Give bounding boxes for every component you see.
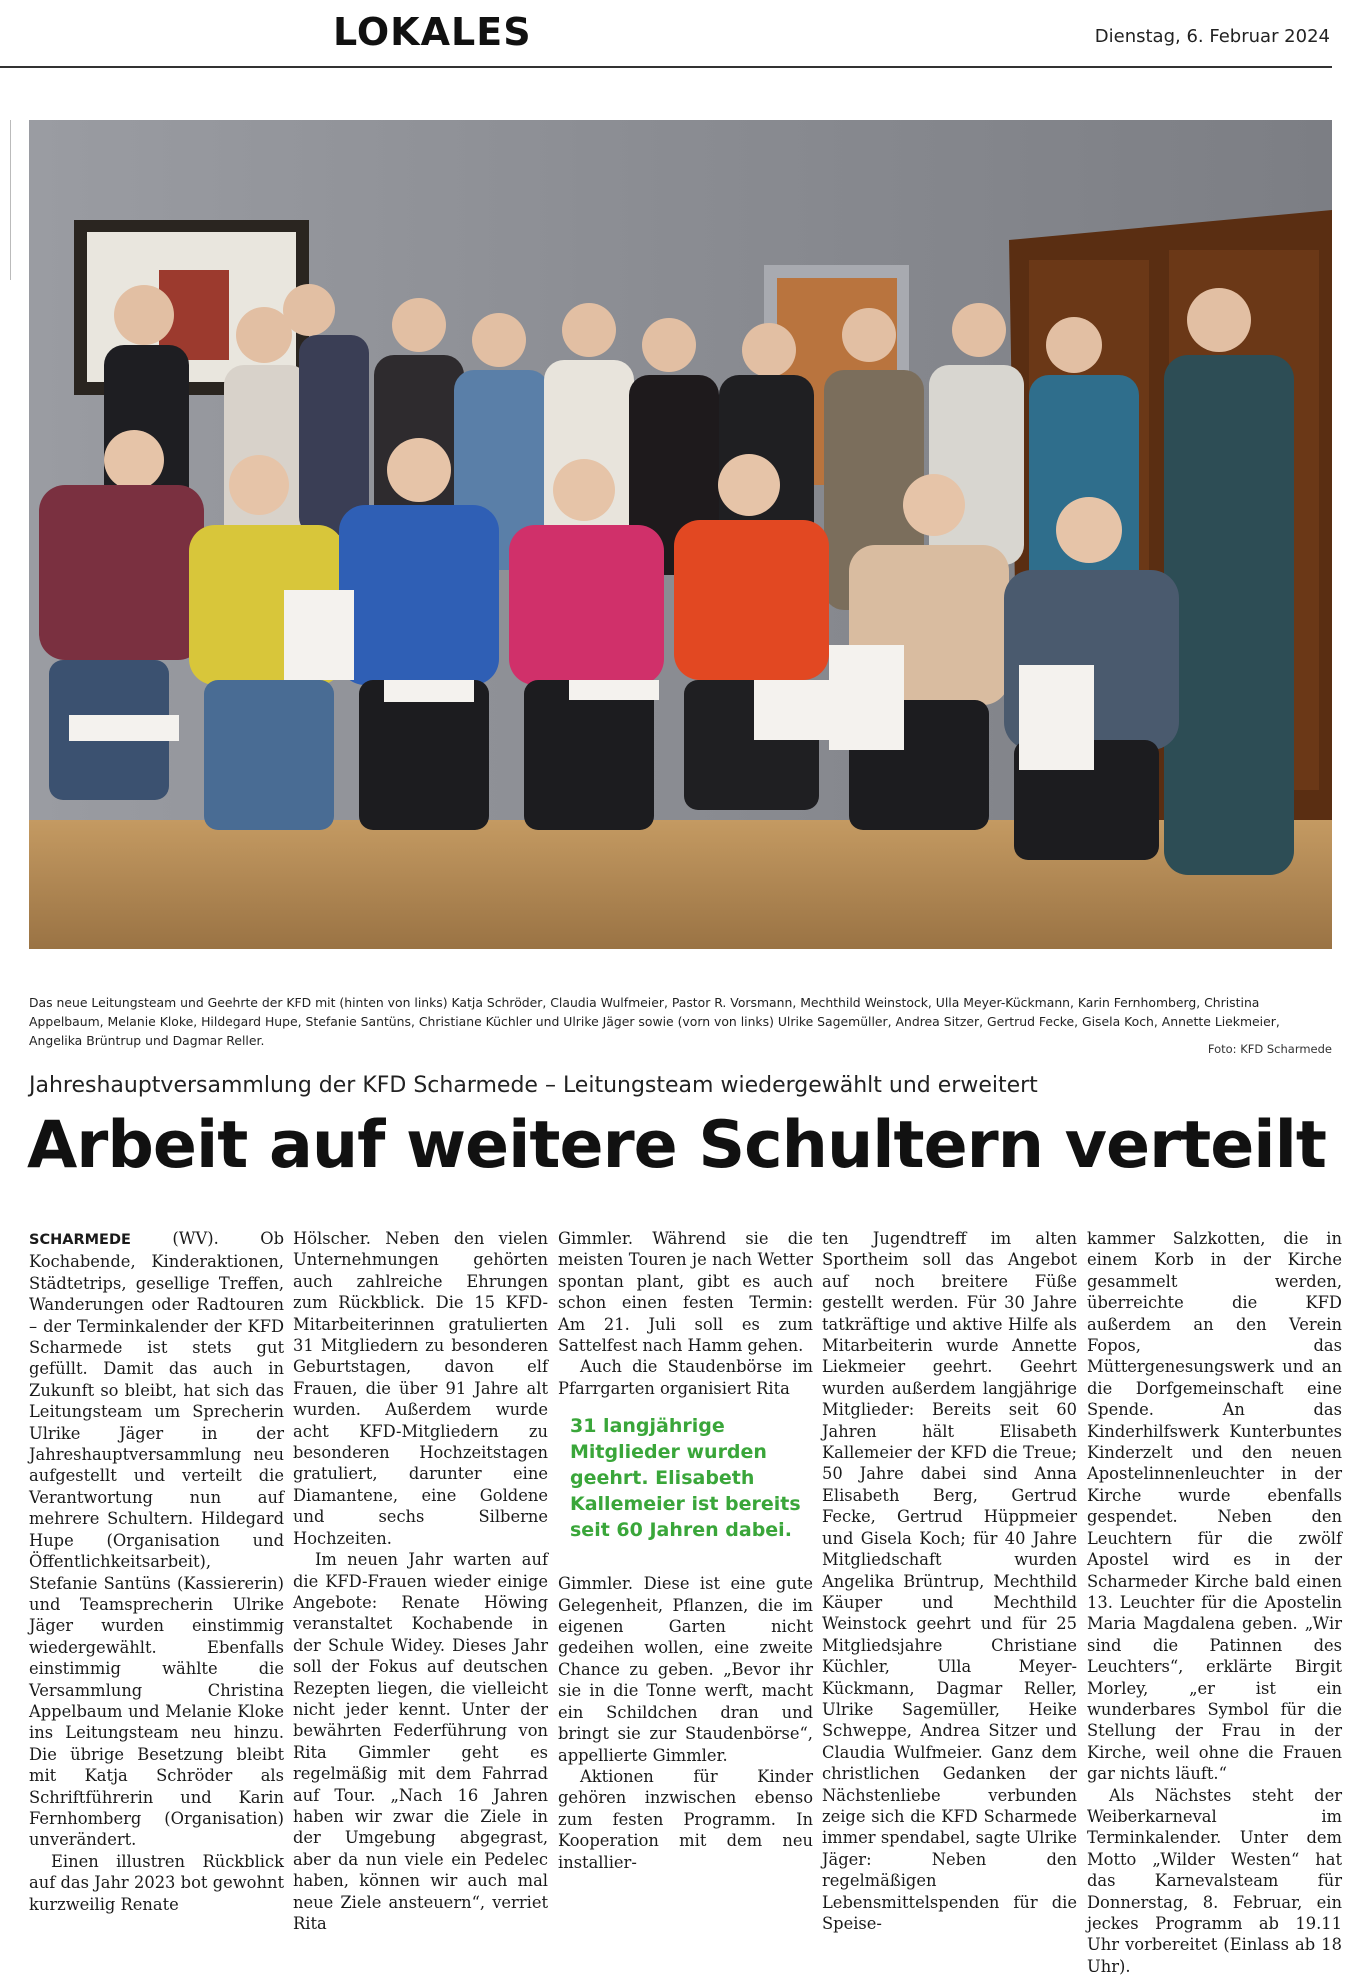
pull-quote: 31 langjährige Mitglieder wurden geehrt. Elisabeth Kallemeier ist bereits seit 60 Jahren dabei. [570, 1415, 801, 1542]
paragraph: Im neuen Jahr warten auf die KFD-Frauen wieder einige Angebote: Renate Höwing veranstaltet Kochabende in der Schule Widey. Dieses Jahr soll der Fokus auf deutschen Rezepten liegen, die vielleicht nicht jeder kennt. Unter der bewährten Federführung von Rita Gimmler geht es regelmäßig mit dem Fahrrad auf Tour. „Nach 16 Jahren haben wir zwar die Ziele in der Umgebung abgegrast, aber da nun viele ein Pedelec haben, können wir auch mal neue Ziele ansteuern“, verriet Rita [293, 1550, 548, 1933]
paragraph: Gimmler. Diese ist eine gute Gelegenheit, Pflanzen, die im eigenen Garten nicht gedeihen wollen, eine zweite Chance zu geben. „Bevor ihr sie in die Tonne werft, macht ein Schildchen dran und bringt sie zur Staudenbörse“, appellierte Gimmler. [558, 1574, 813, 1765]
paragraph: Aktionen für Kinder gehören inzwischen ebenso zum festen Programm. In Kooperation mit dem neu installier- [558, 1766, 813, 1872]
paragraph: kammer Salzkotten, die in einem Korb in der Kirche gesammelt werden, überreichte die KFD außerdem an den Verein Fopos, das Müttergenesungswerk und an die Dorfgemeinschaft eine Spende. An das Kinderhilfswerk Kunterbuntes Kinderzelt und den neuen Apostelinnenleuchter in der Kirche wurde ebenfalls gespendet. Neben den Leuchtern für die zwölf Apostel wird es in der Scharmeder Kirche bald einen 13. Leuchter für die Apostelin Maria Magdalena geben. „Wir sind die Patinnen des Leuchters“, erklärte Birgit Morley, „er ist ein wunderbares Symbol für die Stellung der Frau in der Kirche, weil ohne die Frauen gar nichts läuft.“ [1087, 1229, 1342, 1784]
dateline: SCHARMEDE [29, 1232, 131, 1248]
page-header [0, 0, 1332, 68]
paragraph: ten Jugendtreff im alten Sportheim soll das Angebot auf noch breitere Füße gestellt werden. Für 30 Jahre tatkräftige und aktive Hilfe als Mitarbeiterin wurde Annette Liekmeier geehrt. Geehrt wurden außerdem langjährige Mitglieder: Bereits seit 60 Jahren hält Elisabeth Kallemeier der KFD die Treue; 50 Jahre dabei sind Anna Elisabeth Berg, Gertrud Fecke, Gertrud Hüppmeier und Gisela Koch; für 40 Jahre Mitgliedschaft wurden Angelika Brüntrup, Mechthild Käuper und Mechthild Weinstock geehrt und für 25 Mitgliedsjahre Christiane Küchler, Ulla Meyer-Kückmann, Dagmar Reller, Ulrike Sagemüller, Heike Schweppe, Andrea Sitzer und Claudia Wulfmeier. Ganz dem christlichen Gedanken der Nächstenliebe verbunden zeige sich die KFD Scharmede immer spendabel, sagte Ulrike Jäger: Neben den regelmäßigen Lebensmittelspenden für die Speise- [822, 1229, 1077, 1933]
paragraph [29, 1228, 284, 1851]
article-column-3 [558, 1228, 813, 1873]
paragraph: Auch die Staudenbörse im Pfarrgarten organisiert Rita [558, 1357, 813, 1398]
article-kicker: Jahreshauptversammlung der KFD Scharmede – Leitungsteam wiedergewählt und erweitert [29, 1073, 1038, 1098]
photo-caption: Das neue Leitungsteam und Geehrte der KFD mit (hinten von links) Katja Schröder, Claudia Wulfmeier, Pastor R. Vorsmann, Mechthild Weinstock, Ulla Meyer-Kückmann, Karin Fernhomberg, Christina Appelbaum, Melanie Kloke, Hildegard Hupe, Stefanie Santüns, Christiane Küchler und Ulrike Jäger sowie (vorn von links) Ulrike Sagemüller, Andrea Sitzer, Gertrud Fecke, Gisela Koch, Annette Liekmeier, Angelika Brüntrup und Dagmar Reller. [29, 995, 1280, 1048]
paragraph: Gimmler. Während sie die meisten Touren je nach Wetter spontan plant, gibt es auch schon einen festen Termin: Am 21. Juli soll es zum Sattelfest nach Hamm gehen. [558, 1229, 813, 1356]
group-photo [29, 120, 1332, 949]
photo-credit: Foto: KFD Scharmede [1207, 1042, 1332, 1056]
paragraph: Hölscher. Neben den vielen Unternehmungen gehörten auch zahlreiche Ehrungen zum Rückblick. Die 15 KFD-Mitarbeiterinnen gratulierten 31 Mitgliedern zu besonderen Geburtstagen, davon elf Frauen, die über 91 Jahre alt wurden. Außerdem wurde acht KFD-Mitgliedern zu besonderen Hochzeitstagen gratuliert, darunter eine Diamantene, eine Goldene und sechs Silberne Hochzeiten. [293, 1229, 548, 1548]
section-title: LOKALES [333, 10, 532, 54]
article-column-4 [822, 1228, 1077, 1934]
article-column-2 [293, 1228, 548, 1934]
issue-date: Dienstag, 6. Februar 2024 [1094, 26, 1330, 47]
paragraph: Als Nächstes steht der Weiberkarneval im Terminkalender. Unter dem Motto „Wilder Westen“ hat das Karnevalsteam für Donnerstag, 8. Februar, ein jeckes Programm ab 19.11 Uhr vorbereitet (Einlass ab 18 Uhr). [1087, 1785, 1342, 1976]
group-photo-illustration [29, 120, 1332, 949]
article-column-1 [29, 1228, 284, 1915]
article-column-5 [1087, 1228, 1342, 1977]
paragraph: Einen illustren Rückblick auf das Jahr 2023 bot gewohnt kurzweilig Renate [29, 1851, 284, 1914]
paragraph-text: (WV). Ob Kochabende, Kinderaktionen, Städtetrips, gesellige Treffen, Wanderungen oder Radtouren – der Terminkalender der KFD Scharmede ist stets gut gefüllt. Damit das auch in Zukunft so bleibt, hat sich das Leitungsteam um Sprecherin Ulrike Jäger in der Jahreshauptversammlung neu aufgestellt und verteilt die Verantwortung nun auf mehrere Schultern. Hildegard Hupe (Organisation und Öffentlichkeitsarbeit), Stefanie Santüns (Kassiererin) und Teamsprecherin Ulrike Jäger wurden einstimmig wiedergewählt. Ebenfalls einstimmig wählte die Versammlung Christina Appelbaum und Melanie Kloke ins Leitungsteam neu hinzu. Die übrige Besetzung bleibt mit Katja Schröder als Schriftführerin und Karin Fernhomberg (Organisation) unverändert. [29, 1229, 284, 1850]
page-margin-mark [0, 120, 11, 280]
article-headline: Arbeit auf weitere Schultern verteilt [27, 1108, 1326, 1183]
